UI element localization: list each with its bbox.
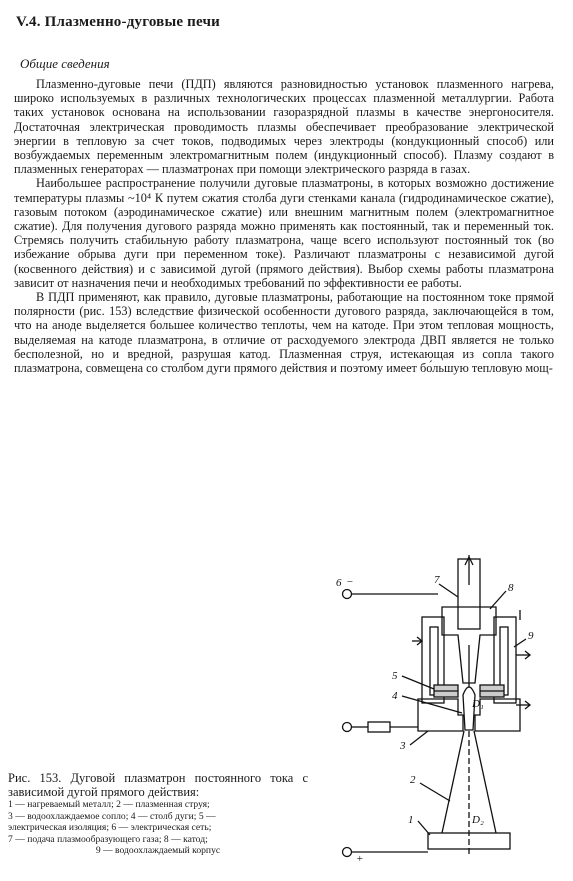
caption-legend	[8, 799, 308, 857]
label-4: 4	[392, 690, 398, 702]
paragraph-2: Наибольшее распространение получили дуговые плазматроны, в которых возможно достижение температуры плазмы ~10⁴ К путем сжатия столба дуги стенками канала (гидродинамическое сжатие), газовым потоком (аэродинамическое сжатие) или внешним магнитным полем (электромагнитное сжатие). Для получения дугового разряда можно применять как постоянный, так и переменный ток. Стремясь получить стабильную работу плазматрона, чаще всего используют постоянный ток (во избежание обрыва дуги при переменном токе). Различают плазматроны с независимой дугой (косвенного действия) и с зависимой дугой (прямого действия). Выбор схемы работы плазматрона зависит от назначения печи и необходимых требований по эффективности ее работы.	[14, 176, 554, 290]
label-7: 7	[434, 574, 440, 586]
section-heading: V.4. Плазменно-дуговые печи	[16, 14, 221, 30]
label-3: 3	[400, 740, 406, 752]
figure-caption	[8, 771, 308, 857]
label-minus-top: −	[346, 576, 354, 588]
label-d2: D₂	[472, 814, 484, 826]
legend-line: 9 — водоохлаждаемый корпус	[95, 845, 221, 856]
label-plus: +	[356, 853, 364, 865]
legend-line: 7 — подача плазмообразующего газа; 8 — катод;	[8, 833, 208, 845]
label-1: 1	[408, 814, 414, 826]
label-5: 5	[392, 670, 398, 682]
legend-line: 3 — водоохлаждаемое сопло; 4 — столб дуги; 5 —	[8, 810, 216, 822]
subsection-heading: Общие сведения	[20, 56, 110, 71]
paragraph-1: Плазменно-дуговые печи (ПДП) являются разновидностью установок плазменного нагрева, широко используемых в различных технологических процессах плазменной металлургии. Работа таких установок основана на использовании газоразрядной плазмы в качестве энергоносителя. Достаточная электрическая проводимость плазмы обеспечивает преобразование электрической энергии в тепловую за счет токов, подводимых через электроды (кондукционный способ) или возбуждаемых переменным электромагнитным полем (индукционный способ). Плазму создают в плазменных генераторах — плазматронах при помощи электрического разряда в газах.	[14, 77, 554, 177]
legend-line: 1 — нагреваемый металл; 2 — плазменная струя;	[8, 799, 210, 810]
label-6: 6	[336, 577, 342, 589]
label-8: 8	[508, 582, 514, 594]
caption-title: Рис. 153. Дуговой плазматрон постоянного тока с зависимой дугой прямого действия:	[8, 771, 308, 799]
paragraph-3: В ПДП применяют, как правило, дуговые плазматроны, работающие на постоянном токе прямой полярности (рис. 153) вследствие физической особенности дугового разряда, заключающейся в том, что на аноде выделяется большее количество теплоты, чем на катоде. При этом тепловая мощность, выделяемая на катоде плазматрона, в отличие от расходуемого электрода ДВП является не только бесполезной, но и вредной, разрушая катод. Плазменная струя, истекающая из сопла такого плазматрона, совмещена со столбом дуги прямого действия и поэтому имеет бо́льшую тепловую мощ-	[14, 290, 554, 376]
plasmatron-diagram	[330, 555, 570, 873]
legend-line: электрическая изоляция; 6 — электрическая сеть;	[8, 822, 212, 833]
body-text	[14, 77, 554, 375]
label-9: 9	[528, 630, 534, 642]
label-d1: D₁	[472, 698, 484, 710]
label-2: 2	[410, 774, 416, 786]
